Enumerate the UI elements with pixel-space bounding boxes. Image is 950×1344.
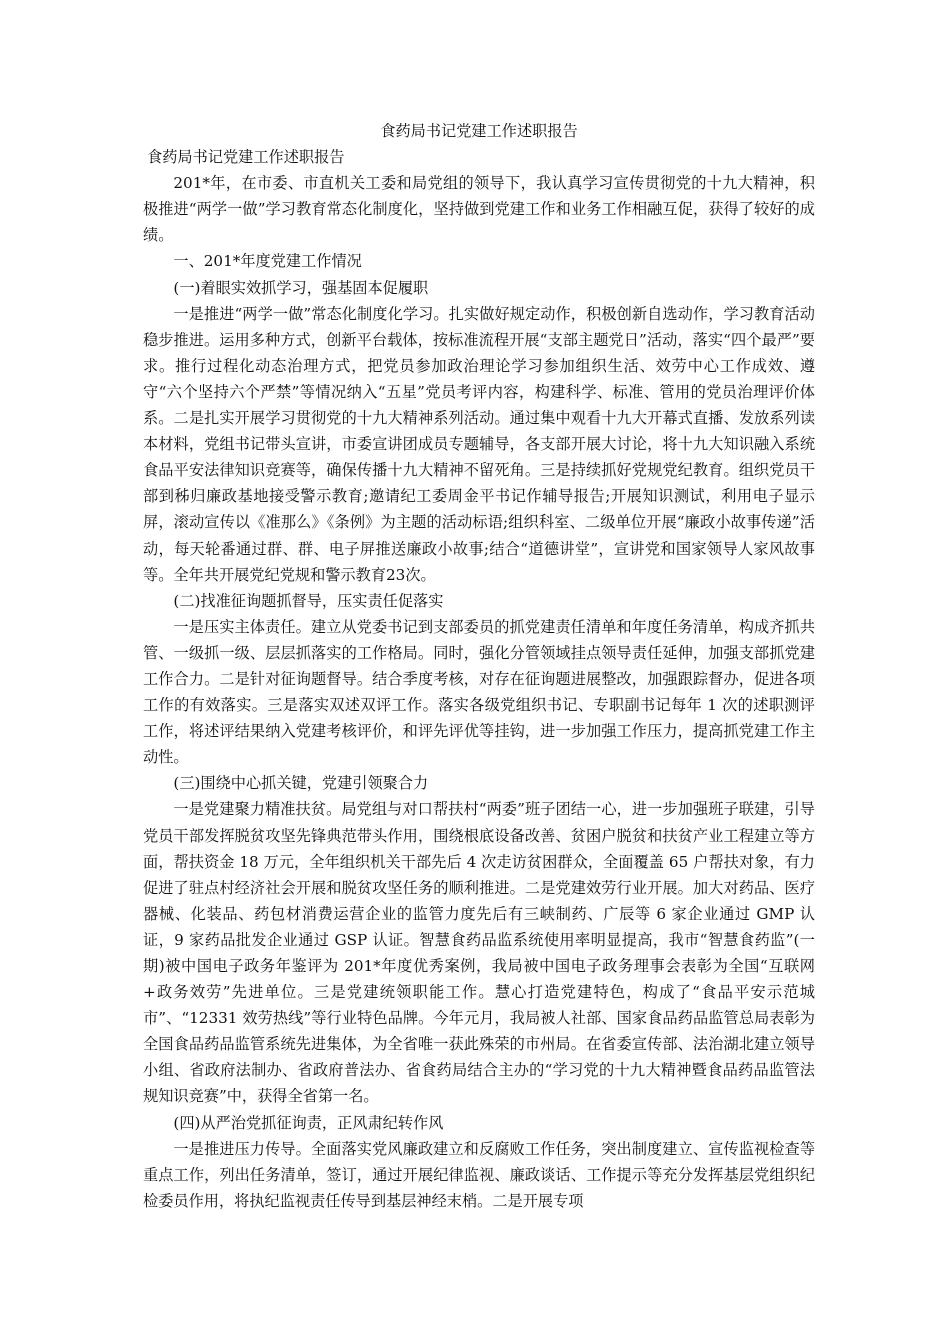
body-paragraph: 201*年，在市委、市直机关工委和局党组的领导下，我认真学习宣传贯彻党的十九大精神，积极推进“两学一做”学习教育常态化制度化，坚持做到党建工作和业务工作相融互促，获得了较好的成绩。 — [143, 174, 815, 245]
body-paragraph: 一是压实主体责任。建立从党委书记到支部委员的抓党建责任清单和年度任务清单，构成齐抓共管、一级抓一级、层层抓落实的工作格局。同时，强化分管领域挂点领导责任延伸，加强支部抓党建工作合力。二是针对征询题督导。结合季度考核，对存在征询题进展整改，加强跟踪督办，促进各项工作的有效落实。三是落实双述双评工作。落实各级党组织书记、专职副书记每年 1 次的述职测评工作，将述评结果纳入党建考核评价，和评先评优等挂钩，进一步加强工作压力，提高抓党建工作主动性。 — [143, 617, 815, 767]
section-heading: 一、201*年度党建工作情况 — [173, 252, 362, 271]
section-heading: (三)围绕中心抓关键，党建引领聚合力 — [173, 774, 429, 793]
document-body — [143, 170, 815, 1214]
section-heading: (一)着眼实效抓学习，强基固本促履职 — [173, 278, 429, 297]
document-title: 食药局书记党建工作述职报告 — [380, 122, 578, 140]
section-heading: (二)找准征询题抓督导，压实责任促落实 — [173, 591, 444, 610]
body-paragraph: 一是推进“两学一做”常态化制度化学习。扎实做好规定动作，积极创新自选动作，学习教育活动稳步推进。运用多种方式，创新平台载体，按标准流程开展“支部主题党日”活动，落实“四个最严”要求。推行过程化动态治理方式，把党员参加政治理论学习参加组织生活、效劳中心工作成效、遵守“六个坚持六个严禁”等情况纳入“五星”党员考评内容，构建科学、标准、管用的党员治理评价体系。二是扎实开展学习贯彻党的十九大精神系列活动。通过集中观看十九大开幕式直播、发放系列读本材料，党组书记带头宣讲，市委宣讲团成员专题辅导，各支部开展大讨论，将十九大知识融入系统食品平安法律知识竞赛等，确保传播十九大精神不留死角。三是持续抓好党规党纪教育。组织党员干部到秭归廉政基地接受警示教育;邀请纪工委周金平书记作辅导报告;开展知识测试，利用电子显示屏，滚动宣传以《准那么》《条例》为主题的活动标语;组织科室、二级单位开展“廉政小故事传递”活动，每天轮番通过群、群、电子屏推送廉政小故事;结合“道德讲堂”，宣讲党和国家领导人家风故事等。全年共开展党纪党规和警示教育23次。 — [143, 304, 815, 584]
body-paragraph: 一是党建聚力精准扶贫。局党组与对口帮扶村“两委”班子团结一心，进一步加强班子联建，引导党员干部发挥脱贫攻坚先锋典范带头作用，围绕根底设备改善、贫困户脱贫和扶贫产业工程建立等方面，帮扶资金 18 万元，全年组织机关干部先后 4 次走访贫困群众，全面覆盖 65 户帮扶对象，有力促进了驻点村经济社会开展和脱贫攻坚任务的顺利推进。二是党建效劳行业开展。加大对药品、医疗器械、化装品、药包材消费运营企业的监管力度先后有三峡制药、广辰等 6 家企业通过 GMP 认证，9 家药品批发企业通过 GSP 认证。智慧食药品监系统使用率明显提高，我市“智慧食药监”(一期)被中国电子政务年鉴评为 201*年度优秀案例，我局被中国电子政务理事会表彰为全国“互联网+政务效劳”先进单位。三是党建统领职能工作。慧心打造党建特色，构成了“食品平安示范城市”、“12331 效劳热线”等行业特色品牌。今年元月，我局被人社部、国家食品药品监管总局表彰为全国食品药品监管系统先进集体，为全省唯一获此殊荣的市州局。在省委宣传部、法治湖北建立领导小组、省政府法制办、省政府普法办、省食药局结合主办的“学习党的十九大精神暨食品药品监管法规知识竞赛”中，获得全省第一名。 — [143, 800, 815, 1106]
body-paragraph: 一是推进压力传导。全面落实党风廉政建立和反腐败工作任务，突出制度建立、宣传监视检查等重点工作，列出任务清单，签订，通过开展纪律监视、廉政谈话、工作提示等充分发挥基层党组织纪检委员作用，将执纪监视责任传导到基层神经末梢。二是开展专项 — [143, 1139, 815, 1210]
section-heading: (四)从严治党抓征询责，正风肃纪转作风 — [173, 1113, 444, 1132]
document-page — [143, 118, 815, 1214]
document-subtitle: 食药局书记党建工作述职报告 — [147, 148, 345, 167]
